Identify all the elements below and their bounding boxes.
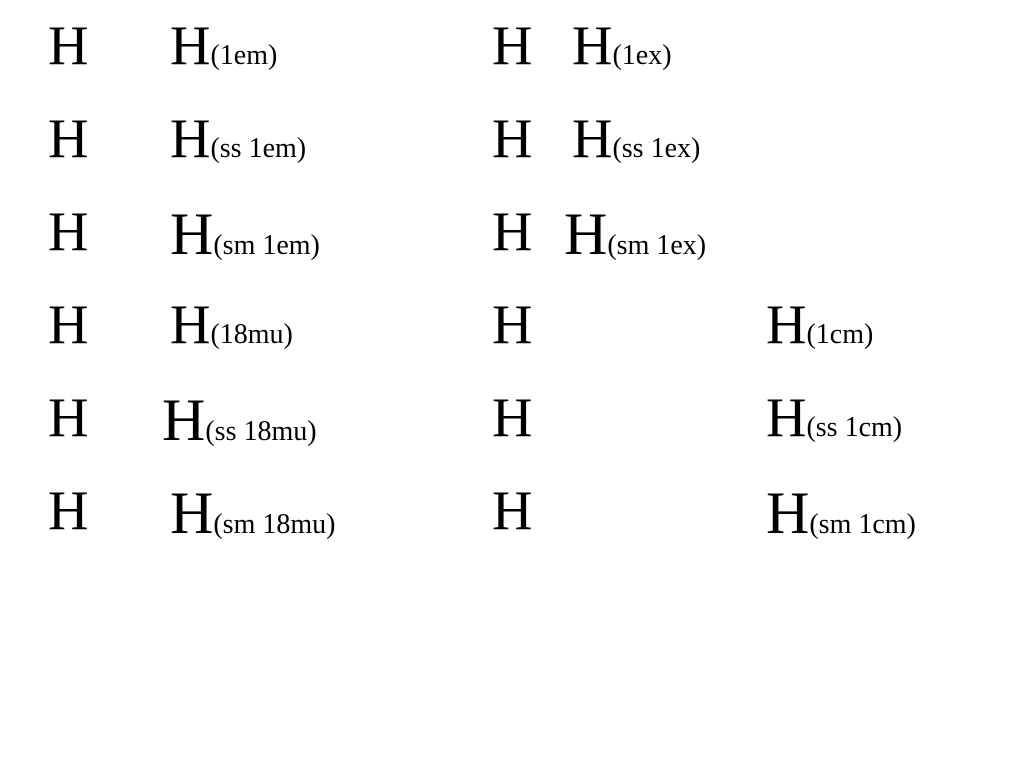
glyph-h: H	[170, 480, 214, 546]
glyph-h: H	[170, 201, 214, 267]
unit-label: (ss 1ex)	[612, 133, 701, 164]
sample-glyph-left	[170, 480, 336, 546]
glyph-h: H	[766, 480, 810, 546]
glyph-h: H	[492, 15, 533, 77]
unit-label: (1em)	[210, 40, 278, 71]
unit-label: (ss 18mu)	[205, 416, 317, 447]
reference-glyph-left	[48, 201, 89, 263]
comparison-row	[0, 108, 1024, 199]
sample-glyph-left	[170, 108, 307, 170]
comparison-row	[0, 15, 1024, 106]
sample-glyph-left	[170, 201, 320, 267]
sample-glyph-right	[564, 201, 707, 267]
unit-label: (sm 1em)	[213, 230, 320, 261]
glyph-h: H	[564, 201, 608, 267]
sample-glyph-right	[766, 387, 903, 449]
unit-label: (ss 1cm)	[806, 412, 903, 443]
glyph-h: H	[48, 480, 89, 542]
reference-glyph-right	[492, 15, 533, 77]
reference-glyph-left	[48, 108, 89, 170]
glyph-h: H	[572, 15, 613, 77]
glyph-h: H	[48, 108, 89, 170]
unit-label: (sm 1cm)	[809, 509, 916, 540]
unit-label: (ss 1em)	[210, 133, 307, 164]
comparison-row	[0, 201, 1024, 292]
glyph-h: H	[170, 108, 211, 170]
reference-glyph-left	[48, 294, 89, 356]
glyph-h: H	[48, 201, 89, 263]
comparison-row	[0, 480, 1024, 571]
glyph-h: H	[492, 387, 533, 449]
sample-glyph-left	[170, 15, 278, 77]
glyph-h: H	[170, 294, 211, 356]
unit-label: (sm 18mu)	[213, 509, 336, 540]
glyph-h: H	[766, 294, 807, 356]
sample-glyph-right	[766, 480, 916, 546]
reference-glyph-left	[48, 15, 89, 77]
reference-glyph-right	[492, 480, 533, 542]
glyph-h: H	[492, 480, 533, 542]
glyph-h: H	[492, 294, 533, 356]
sample-glyph-right	[572, 15, 672, 77]
glyph-h: H	[48, 387, 89, 449]
glyph-h: H	[48, 294, 89, 356]
glyph-h: H	[170, 15, 211, 77]
reference-glyph-left	[48, 480, 89, 542]
glyph-h: H	[492, 108, 533, 170]
unit-label: (1cm)	[806, 319, 874, 350]
glyph-h: H	[48, 15, 89, 77]
comparison-row	[0, 294, 1024, 385]
unit-label: (18mu)	[210, 319, 293, 350]
comparison-row	[0, 387, 1024, 478]
sample-glyph-right	[766, 294, 874, 356]
sample-glyph-right	[572, 108, 701, 170]
unit-label: (1ex)	[612, 40, 672, 71]
sample-glyph-left	[162, 387, 317, 453]
reference-glyph-left	[48, 387, 89, 449]
glyph-h: H	[572, 108, 613, 170]
glyph-h: H	[492, 201, 533, 263]
unit-label: (sm 1ex)	[607, 230, 707, 261]
reference-glyph-right	[492, 387, 533, 449]
sample-glyph-left	[170, 294, 293, 356]
reference-glyph-right	[492, 108, 533, 170]
glyph-h: H	[162, 387, 206, 453]
reference-glyph-right	[492, 201, 533, 263]
reference-glyph-right	[492, 294, 533, 356]
glyph-h: H	[766, 387, 807, 449]
